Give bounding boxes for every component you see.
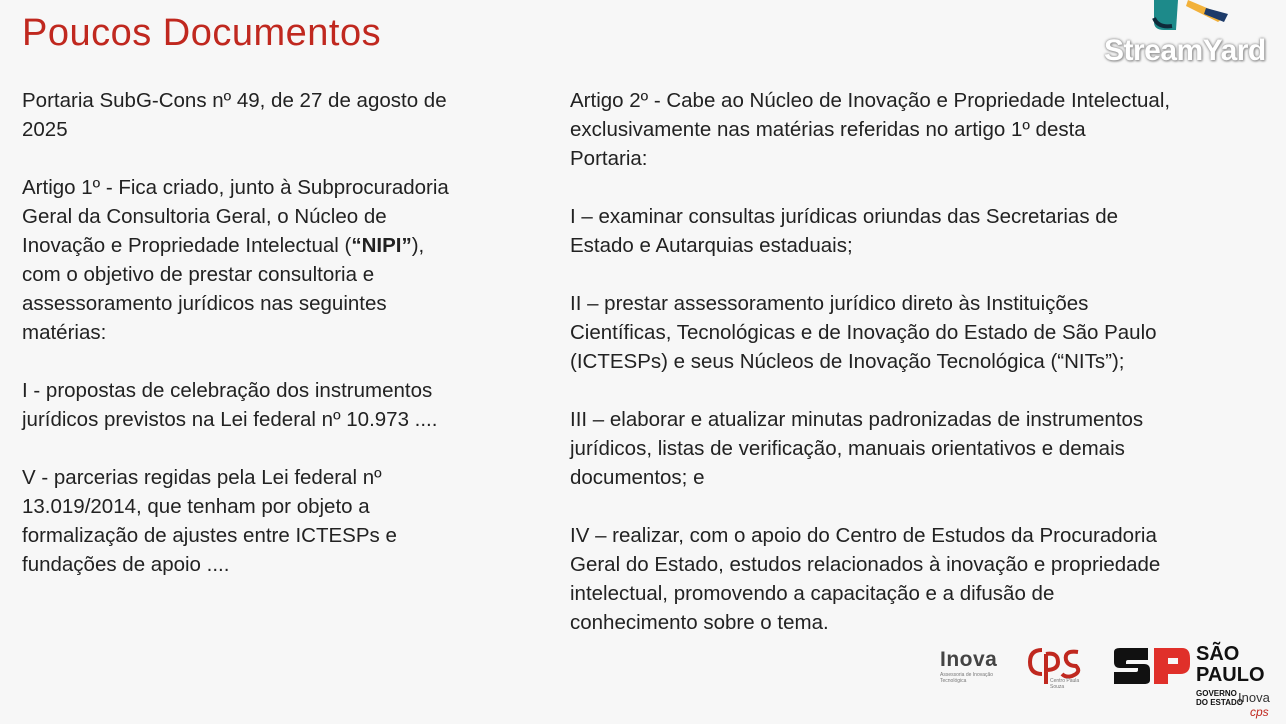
artigo-2-item-iv: IV – realizar, com o apoio do Centro de Estudos da Procuradoria Geral do Estado, estudos relacionados à inovação e propriedade intelectual, promovendo a capacitação e a difusão de conhecimento sobre o tema.: [570, 524, 1161, 634]
artigo-1-item-i: I - propostas de celebração dos instrumentos jurídicos previstos na Lei federal nº 10.973 ....: [22, 379, 438, 431]
right-column: [570, 86, 1270, 666]
inova-logo-subtitle: Assessoria de Inovação Tecnológica: [940, 672, 994, 684]
cps-logo-subtitle: Centro Paula Souza: [1050, 678, 1080, 690]
inova-logo-name: Inova: [940, 648, 998, 671]
inova-logo: [940, 648, 1000, 684]
streamyard-watermark: StreamYard: [1104, 34, 1266, 67]
corner-inova-logo: Inova: [1238, 690, 1270, 705]
corner-cps-logo: cps: [1250, 705, 1269, 719]
sao-paulo-logo-name: SÃO PAULO: [1196, 643, 1265, 686]
artigo-1-paragraph: [22, 173, 522, 347]
artigo-1-text-end: ), com o objetivo de prestar consultoria e assessoramento jurídicos nas seguintes matérias:: [22, 234, 425, 344]
artigo-1-item-v: V - parcerias regidas pela Lei federal nº 13.019/2014, que tenham por objeto a formalização de ajustes entre ICTESPs e fundações de apoio ....: [22, 466, 397, 576]
streamyard-avatar-icon: [1148, 0, 1230, 34]
artigo-2-item-ii: II – prestar assessoramento jurídico direto às Instituições Científicas, Tecnológicas e de Inovação do Estado de São Paulo (ICTESPs) e seus Núcleos de Inovação Tecnológica (“NITs”);: [570, 292, 1157, 373]
artigo-2-item-iii: III – elaborar e atualizar minutas padronizadas de instrumentos jurídicos, listas de verificação, manuais orientativos e demais documentos; e: [570, 408, 1144, 489]
sao-paulo-logo-icon: [1112, 646, 1192, 686]
sao-paulo-logo-subtitle: GOVERNO DO ESTADO: [1196, 689, 1243, 707]
left-column: [22, 86, 522, 608]
artigo-2-item-i: I – examinar consultas jurídicas oriundas das Secretarias de Estado e Autarquias estaduais;: [570, 205, 1119, 257]
slide-title: Poucos Documentos: [22, 12, 382, 54]
portaria-heading: Portaria SubG-Cons nº 49, de 27 de agosto de 2025: [22, 89, 447, 141]
artigo-1-text-start: Artigo 1º - Fica criado, junto à Subprocuradoria Geral da Consultoria Geral, o Núcleo de Inovação e Propriedade Intelectual (: [22, 176, 449, 257]
artigo-2-paragraph: Artigo 2º - Cabe ao Núcleo de Inovação e Propriedade Intelectual, exclusivamente nas matérias referidas no artigo 1º desta Portaria:: [570, 89, 1171, 170]
nipi-acronym: “NIPI”: [351, 234, 412, 257]
